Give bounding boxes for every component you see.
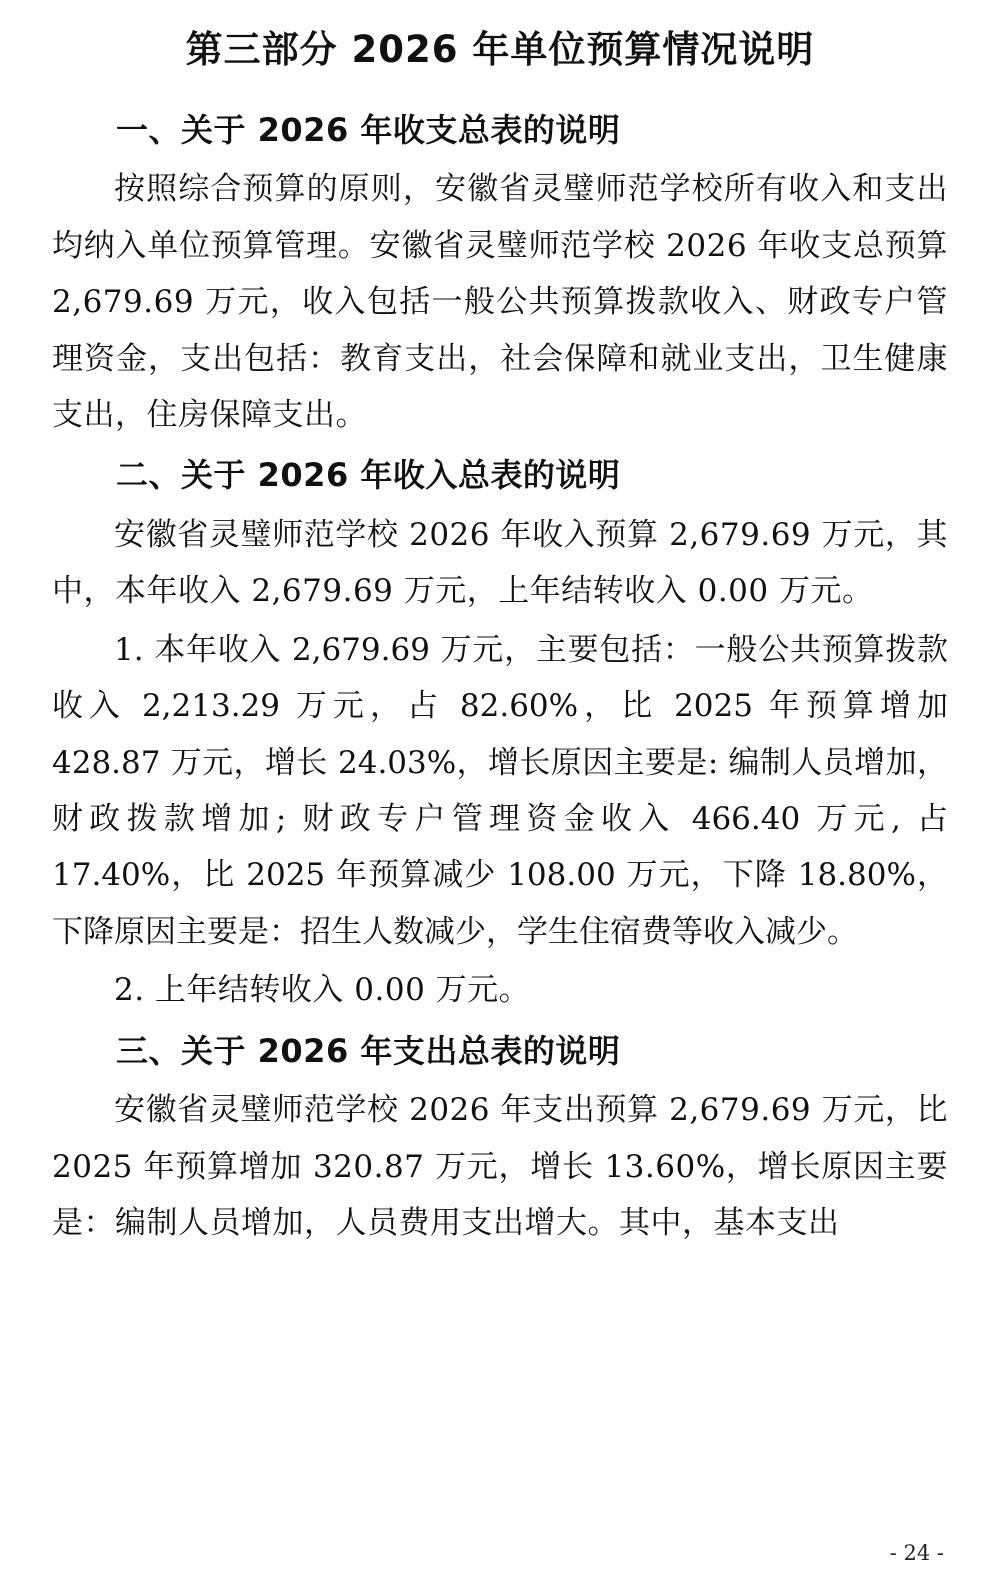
section-2-paragraph-3: 2. 上年结转收入 0.00 万元。	[114, 972, 531, 1009]
section-2-paragraph-1: 安徽省灵璧师范学校 2026 年收入预算 2,679.69 万元，其中，本年收入 2,679.69 万元，上年结转收入 0.00 万元。	[52, 517, 948, 610]
section-heading-2: 二、关于 2026 年收入总表的说明	[116, 456, 621, 495]
page-number: - 24 -	[889, 1541, 944, 1565]
section-heading-1: 一、关于 2026 年收支总表的说明	[116, 110, 621, 149]
section-1-paragraph-1: 按照综合预算的原则，安徽省灵璧师范学校所有收入和支出均纳入单位预算管理。安徽省灵璧师范学校 2026 年收支总预算 2,679.69 万元，收入包括一般公共预算拨款收入、财政专户管理资金，支出包括：教育支出，社会保障和就业支出，卫生健康支出，住房保障支出。	[52, 171, 948, 434]
section-3-paragraph-1: 安徽省灵璧师范学校 2026 年支出预算 2,679.69 万元，比 2025 年预算增加 320.87 万元，增长 13.60%，增长原因主要是：编制人员增加，人员费用支出增大。其中，基本支出	[52, 1092, 948, 1242]
section-2-paragraph-2: 1. 本年收入 2,679.69 万元，主要包括：一般公共预算拨款收入 2,213.29 万元，占 82.60%，比 2025 年预算增加 428.87 万元，增长 24.03%，增长原因主要是: 编制人员增加，财政拨款增加; 财政专户管理资金收入 466.40 万元, 占 17.40%，比 2025 年预算减少 108.00 万元，下降 18.80%，下降原因主要是：招生人数减少，学生住宿费等收入减少。	[52, 631, 948, 950]
section-heading-3: 三、关于 2026 年支出总表的说明	[116, 1031, 621, 1070]
page-title: 第三部分 2026 年单位预算情况说明	[185, 28, 815, 71]
